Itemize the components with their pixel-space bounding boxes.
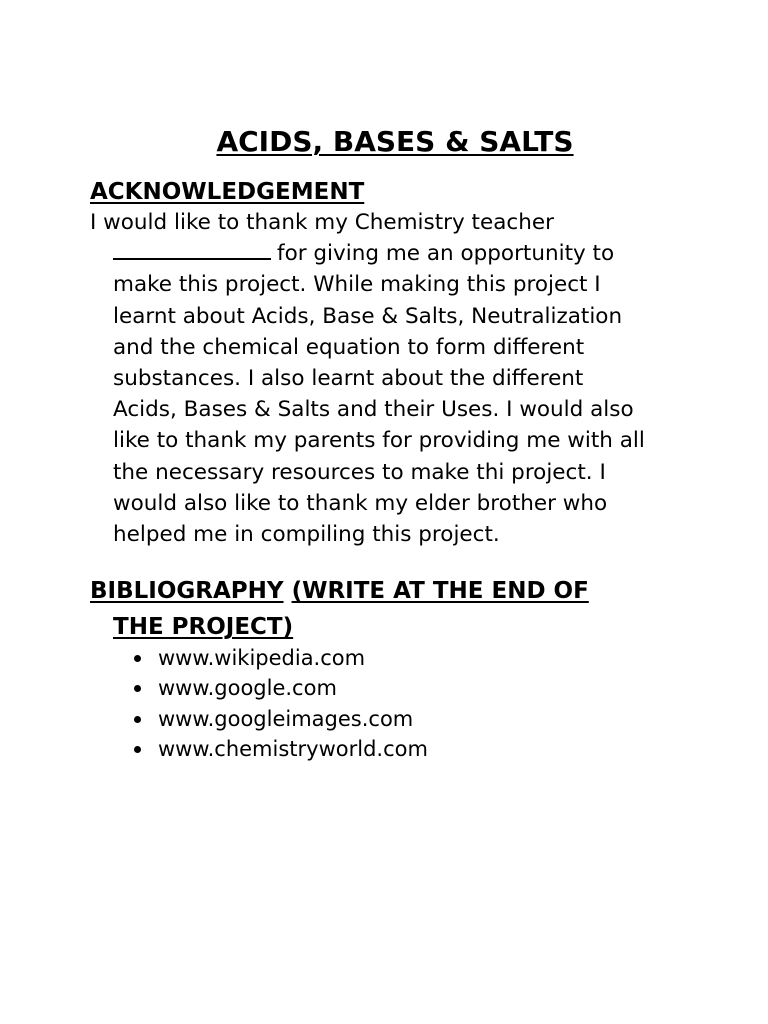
bibliography-item	[130, 704, 428, 734]
bibliography-list	[130, 643, 428, 764]
paragraph-line-text: for giving me an opportunity to	[277, 241, 615, 267]
bibliography-heading-text: BIBLIOGRAPHY	[90, 578, 284, 604]
bibliography-item-text: www.chemistryworld.com	[158, 736, 428, 761]
teacher-name-blank	[113, 240, 271, 260]
bibliography-note-line2	[113, 612, 293, 643]
paragraph-line: the necessary resources to make thi project. I	[113, 459, 606, 485]
paragraph-line: and the chemical equation to form different	[113, 334, 585, 360]
bullet-icon	[134, 685, 141, 692]
bibliography-note-part1: (WRITE AT THE END OF	[291, 578, 589, 604]
bibliography-item-text: www.google.com	[158, 676, 337, 701]
bibliography-item-text: www.wikipedia.com	[158, 646, 366, 670]
bibliography-item	[130, 673, 428, 703]
bullet-icon	[134, 746, 141, 753]
paragraph-line: like to thank my parents for providing me with all	[113, 428, 645, 454]
document-title-text: ACIDS, BASES & SALTS	[216, 125, 574, 158]
acknowledgement-heading-text: ACKNOWLEDGEMENT	[90, 179, 365, 205]
bullet-icon	[134, 716, 141, 723]
acknowledgement-paragraph	[90, 207, 690, 550]
paragraph-line: helped me in compiling this project.	[113, 521, 500, 547]
paragraph-line: learnt about Acids, Base & Salts, Neutralization	[113, 303, 623, 329]
bibliography-note-part2: THE PROJECT)	[113, 614, 294, 640]
bibliography-item-text: www.googleimages.com	[158, 706, 414, 731]
paragraph-line: would also like to thank my elder brother who	[113, 490, 608, 516]
paragraph-line: make this project. While making this project I	[113, 272, 601, 298]
paragraph-line: I would like to thank my Chemistry teacher	[90, 210, 554, 235]
acknowledgement-heading	[90, 177, 364, 208]
document-title	[0, 124, 768, 160]
bullet-icon	[134, 655, 141, 662]
bibliography-heading	[90, 576, 589, 607]
bibliography-item	[130, 734, 428, 764]
paragraph-line: substances. I also learnt about the different	[113, 365, 584, 391]
paragraph-line	[90, 238, 690, 269]
paragraph-line: Acids, Bases & Salts and their Uses. I would also	[113, 397, 634, 423]
bibliography-item	[130, 643, 428, 673]
